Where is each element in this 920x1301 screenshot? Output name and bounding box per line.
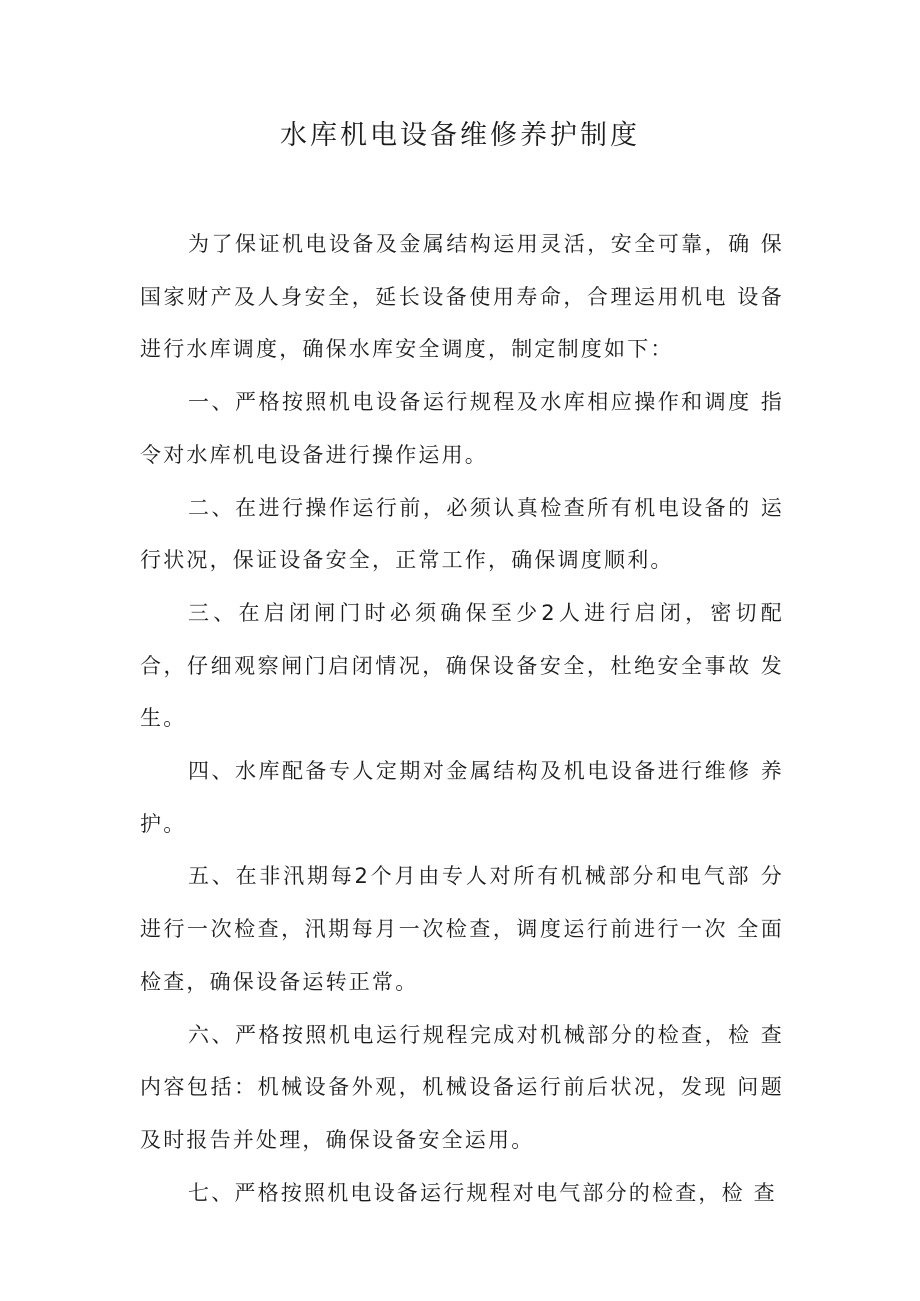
paragraph-item-5: 五、在非汛期每2个月由专人对所有机械部分和电气部 分进行一次检查，汛期每月一次检查，调度运行前进行一次 全面检查，确保设备运转正常。 [140, 864, 784, 994]
paragraph-item-1: 一、严格按照机电设备运行规程及水库相应操作和调度 指令对水库机电设备进行操作运用。 [140, 390, 784, 467]
paragraph-item-3: 三、在启闭闸门时必须确保至少2人进行启闭，密切配 合，仔细观察闸门启闭情况，确保设备安全，杜绝安全事故 发生。 [140, 600, 784, 731]
document-body [140, 218, 784, 1219]
paragraph-item-2: 二、在进行操作运行前，必须认真检查所有机电设备的 运行状况，保证设备安全，正常工作，确保调度顺利。 [140, 495, 784, 573]
paragraph-item-6: 六、严格按照机电运行规程完成对机械部分的检查，检 查内容包括：机械设备外观，机械设备运行前后状况，发现 问题及时报告并处理，确保设备安全运用。 [140, 1022, 784, 1152]
paragraph-item-4: 四、水库配备专人定期对金属结构及机电设备进行维修 养护。 [140, 759, 784, 836]
document-title: 水库机电设备维修养护制度 [280, 120, 640, 151]
paragraph-item-7: 七、严格按照机电设备运行规程对电气部分的检查，检 查 [188, 1180, 777, 1205]
paragraph-intro: 为了保证机电设备及金属结构运用灵活，安全可靠，确 保国家财产及人身安全，延长设备使用寿命，合理运用机电 设备进行水库调度，确保水库安全调度，制定制度如下： [140, 232, 784, 362]
